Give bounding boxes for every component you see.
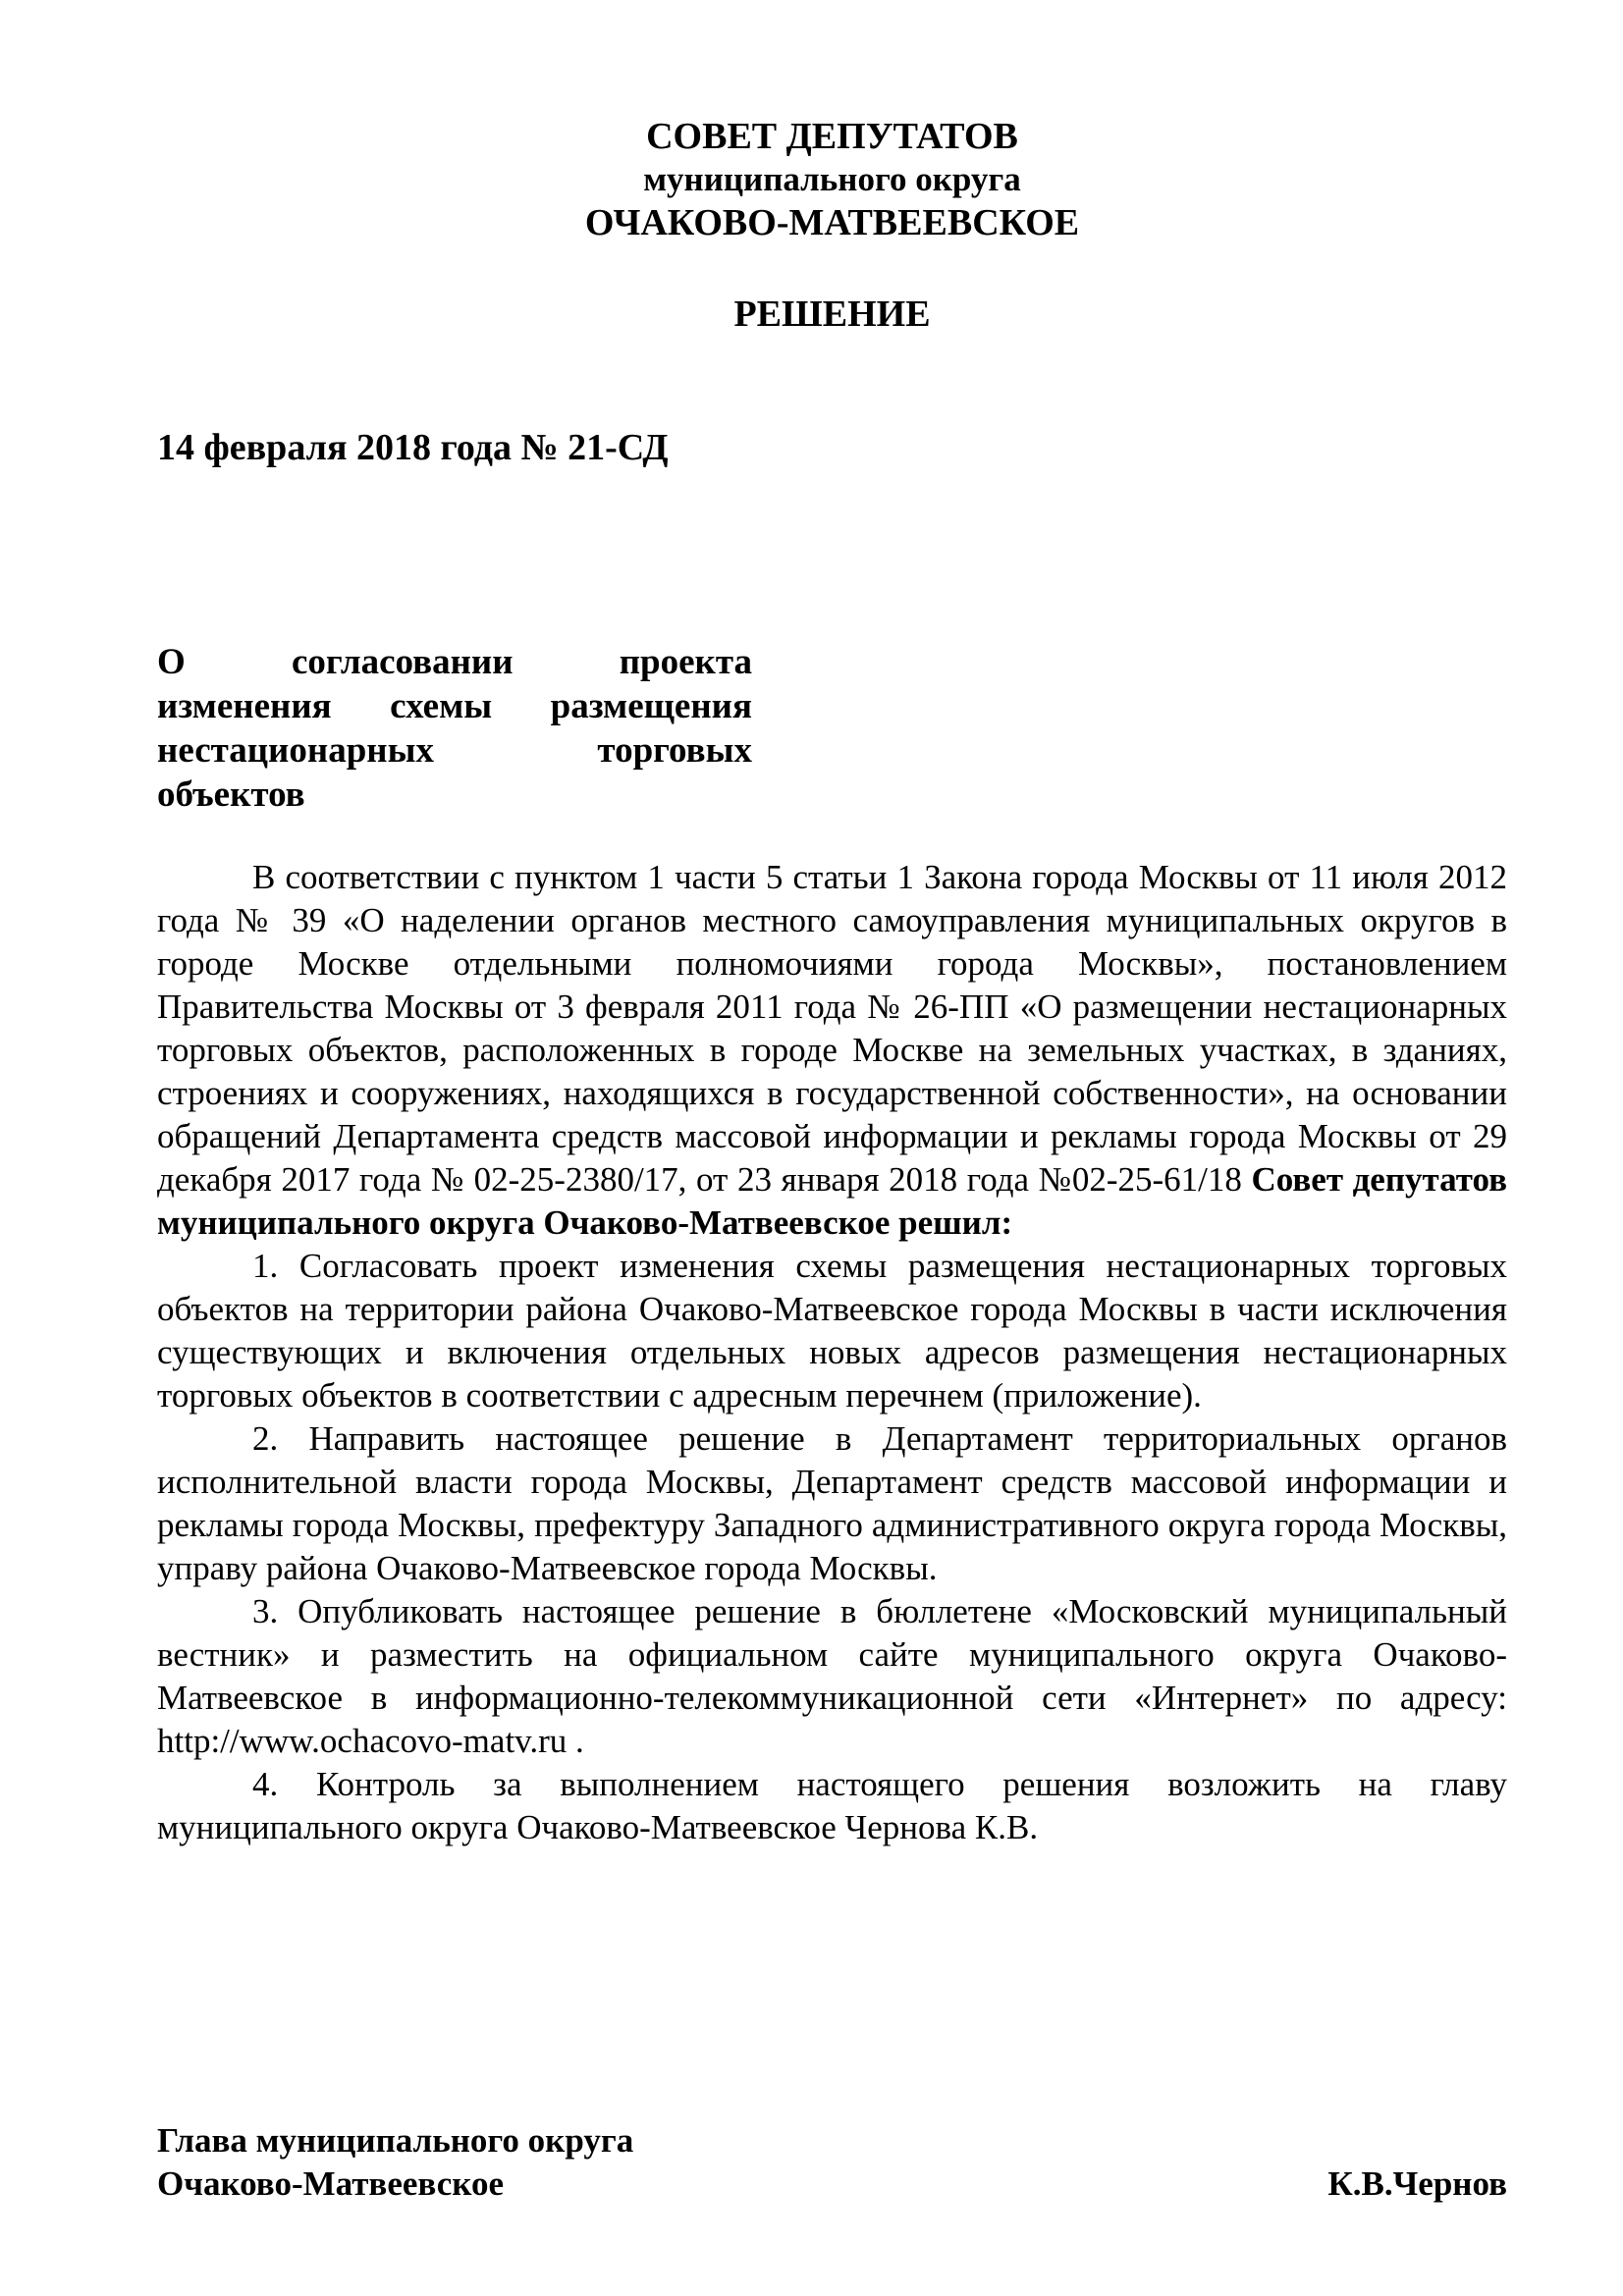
- preamble-text: В соответствии с пунктом 1 части 5 статьи 1 Закона города Москвы от 11 июля 2012 года № 39 «О наделении органов местного самоуправления муниципальных округов в городе Москве отдельными полномочиями города Москвы», постановлением Правительства Москвы от 3 февраля 2011 года № 26-ПП «О размещении нестационарных торговых объектов, расположенных в городе Москве на земельных участках, в зданиях, строениях и сооружениях, находящихся в государственной собственности», на основании обращений Департамента средств массовой информации и рекламы города Москвы от 29 декабря 2017 года № 02-25-2380/17, от 23 января 2018 года №02-25-61/18: [157, 858, 1507, 1199]
- decision-subject: [157, 640, 752, 817]
- signatory-name: К.В.Чернов: [1327, 2164, 1507, 2203]
- subject-line: нестационарных торговых: [157, 730, 752, 771]
- subject-line: объектов: [157, 774, 305, 815]
- signature-row: [157, 2163, 1507, 2206]
- decision-body: [157, 856, 1507, 1849]
- signature-block: [157, 2119, 1507, 2206]
- subject-line: изменения схемы размещения: [157, 686, 752, 726]
- preamble-paragraph: [157, 856, 1507, 1245]
- decision-item-1: 1. Согласовать проект изменения схемы размещения нестационарных торговых объектов на территории района Очаково-Матвеевское города Москвы в части исключения существующих и включения отдельных новых адресов размещения нестационарных торговых объектов в соответствии с адресным перечнем (приложение).: [157, 1247, 1507, 1415]
- decision-item-2: 2. Направить настоящее решение в Департамент территориальных органов исполнительной власти города Москвы, Департамент средств массовой информации и рекламы города Москвы, префектуру Западного административного округа города Москвы, управу района Очаково-Матвеевское города Москвы.: [157, 1419, 1507, 1587]
- decision-date-number: 14 февраля 2018 года № 21-СД: [157, 427, 669, 468]
- district-name: ОЧАКОВО-МАТВЕЕВСКОЕ: [584, 202, 1080, 243]
- resolution-phrase: Совет депутатов муниципального округа Очаково-Матвеевское решил:: [157, 1160, 1507, 1242]
- council-name: СОВЕТ ДЕПУТАТОВ: [646, 116, 1018, 157]
- decision-item-4: 4. Контроль за выполнением настоящего решения возложить на главу муниципального округа Очаково-Матвеевское Чернова К.В.: [157, 1765, 1507, 1846]
- subject-line: О согласовании проекта: [157, 642, 752, 682]
- signatory-position-line1: Глава муниципального округа: [157, 2121, 634, 2160]
- decision-item-3: 3. Опубликовать настоящее решение в бюллетене «Московский муниципальный вестник» и разместить на официальном сайте муниципального округа Очаково-Матвеевское в информационно-телекоммуникационной сети «Интернет» по адресу: http://www.ochacovo-matv.ru .: [157, 1592, 1507, 1760]
- document-header: [157, 115, 1507, 244]
- signatory-position-line2: Очаково-Матвеевское: [157, 2164, 505, 2203]
- decision-title: РЕШЕНИЕ: [733, 294, 931, 335]
- council-subtitle: муниципального округа: [643, 160, 1021, 198]
